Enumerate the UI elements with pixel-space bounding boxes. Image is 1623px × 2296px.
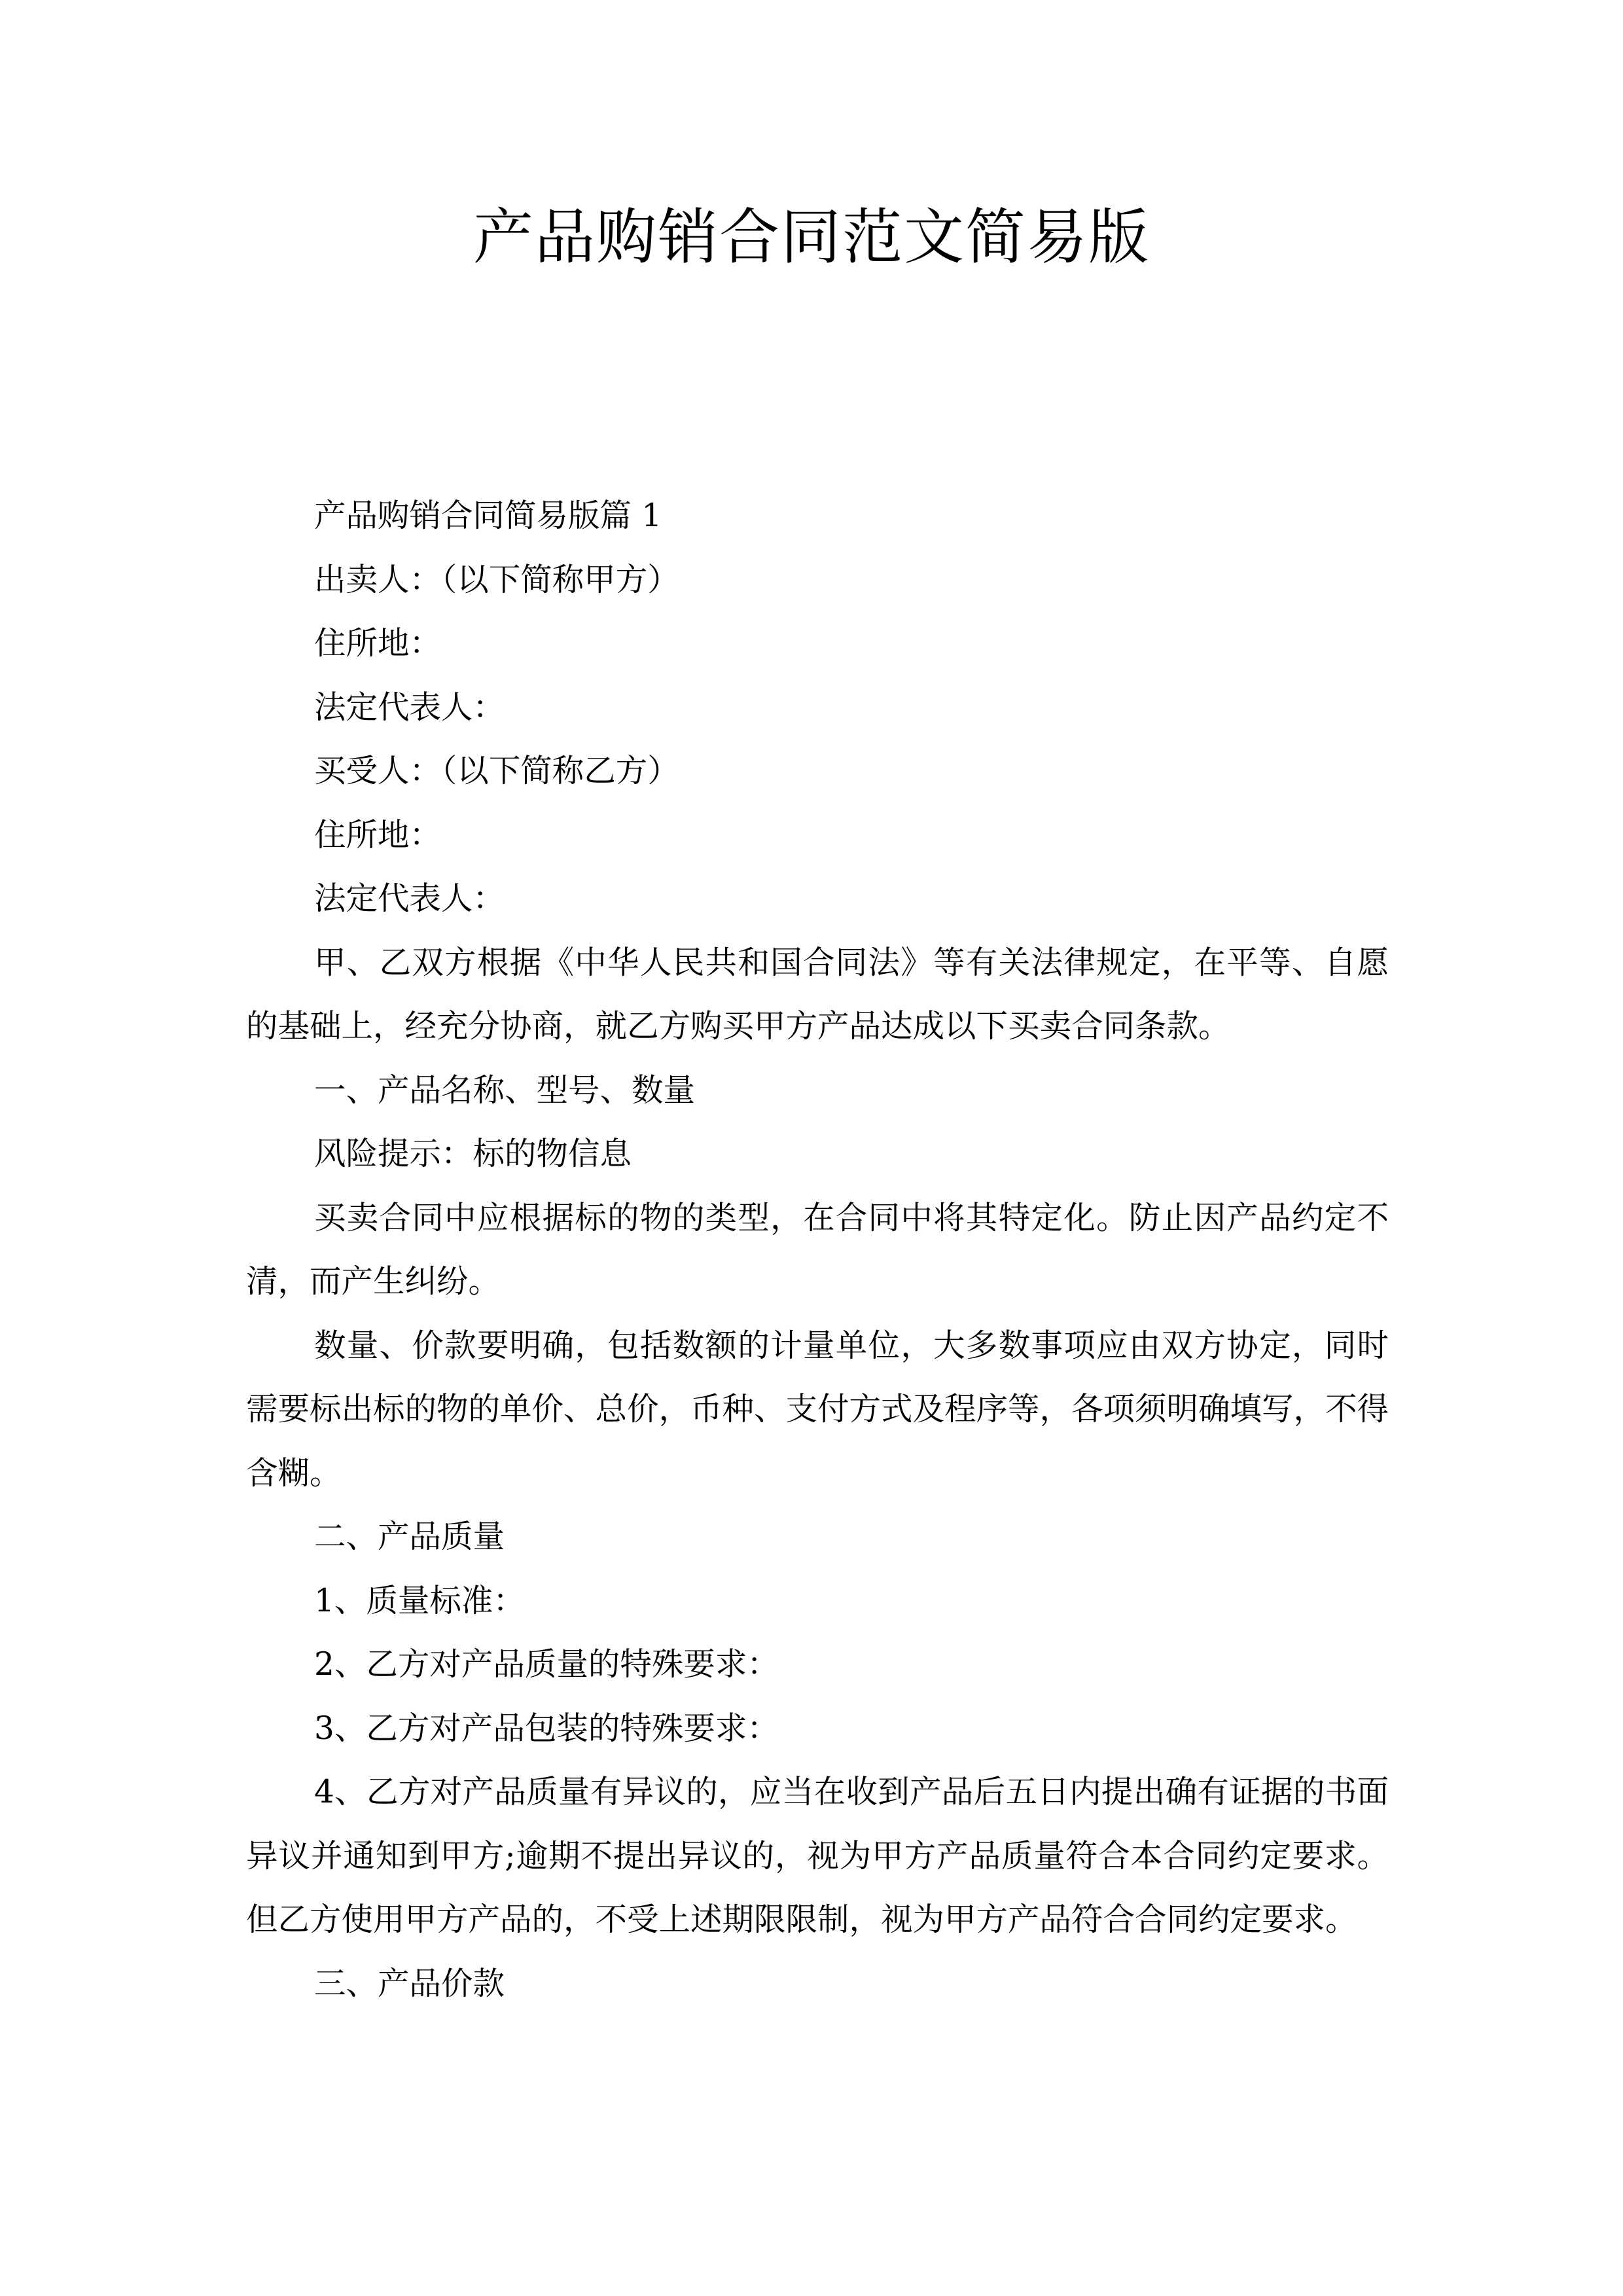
quality-item-1: 1、质量标准：: [314, 1582, 525, 1619]
risk-tip-heading: 风险提示：标的物信息: [314, 1136, 632, 1172]
risk-tip-paragraph: 买卖合同中应根据标的物的类型，在合同中将其特定化。防止因产品约定不清，而产生纠纷。: [246, 1199, 1389, 1300]
seller-address-line: 住所地：: [314, 625, 442, 662]
document-body: [246, 484, 1389, 2016]
preamble-paragraph: 甲、乙双方根据《中华人民共和国合同法》等有关法律规定，在平等、自愿的基础上，经充分协商，就乙方购买甲方产品达成以下买卖合同条款。: [246, 944, 1389, 1045]
clause-heading-3: 三、产品价款: [314, 1965, 505, 2002]
section-heading: 产品购销合同简易版篇 1: [314, 497, 662, 534]
quantity-price-paragraph: 数量、价款要明确，包括数额的计量单位，大多数事项应由双方协定，同时需要标出标的物的单价、总价，币种、支付方式及程序等，各项须明确填写，不得含糊。: [246, 1327, 1389, 1492]
buyer-representative-line: 法定代表人：: [314, 880, 505, 917]
clause-heading-2: 二、产品质量: [314, 1518, 505, 1555]
quality-item-3: 3、乙方对产品包装的特殊要求：: [314, 1710, 779, 1747]
clause-heading-1: 一、产品名称、型号、数量: [314, 1071, 696, 1109]
seller-line: 出卖人：（以下简称甲方）: [314, 561, 679, 598]
seller-representative-line: 法定代表人：: [314, 689, 505, 726]
quality-item-2: 2、乙方对产品质量的特殊要求：: [314, 1646, 779, 1683]
document-title: 产品购销合同范文简易版: [473, 202, 1150, 272]
buyer-line: 买受人：（以下简称乙方）: [314, 753, 679, 789]
quality-item-4: 4、乙方对产品质量有异议的，应当在收到产品后五日内提出确有证据的书面异议并通知到甲方;逾期不提出异议的，视为甲方产品质量符合本合同约定要求。但乙方使用甲方产品的，不受上述期限限制，视为甲方产品符合合同约定要求。: [246, 1774, 1389, 1938]
buyer-address-line: 住所地：: [314, 816, 442, 853]
